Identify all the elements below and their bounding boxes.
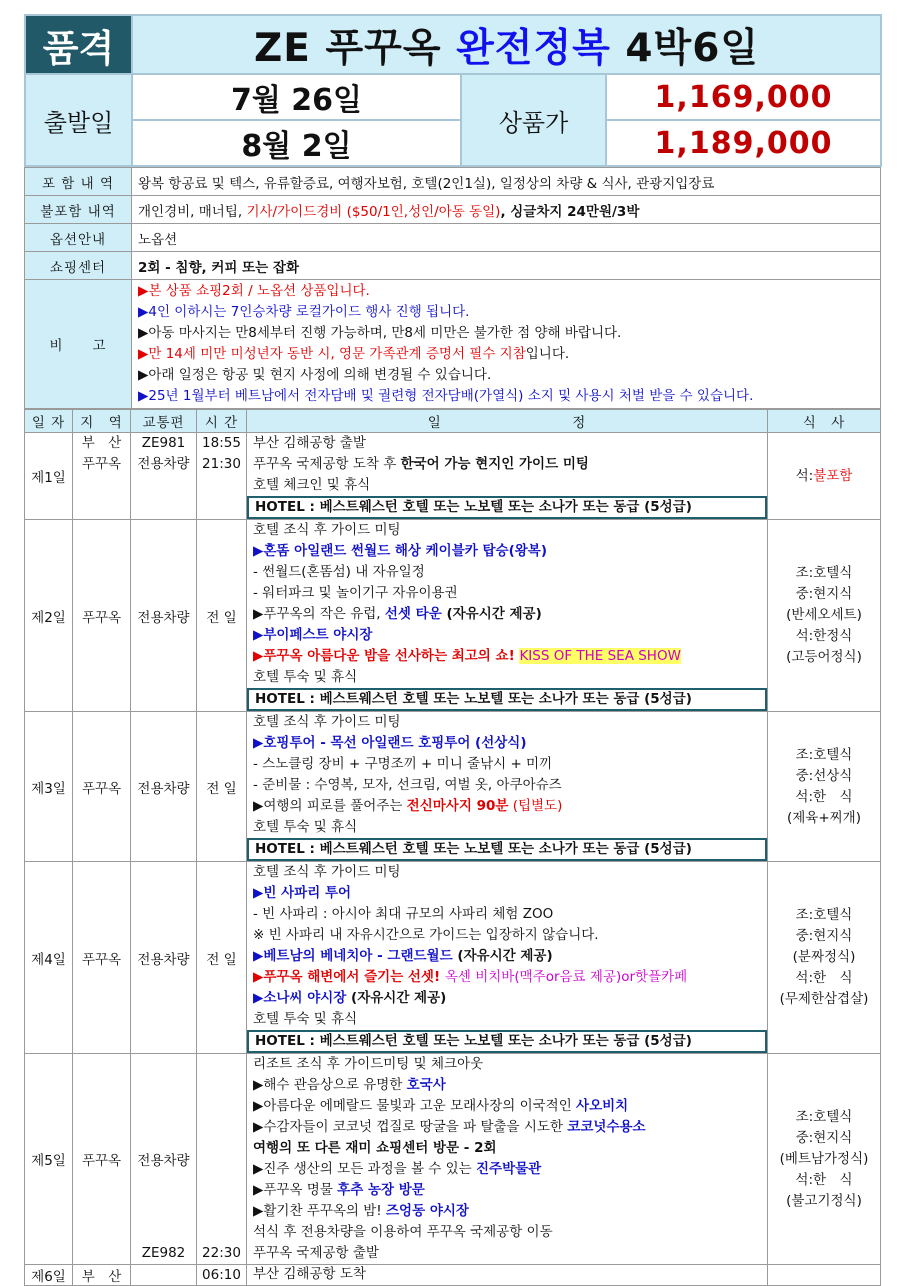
schedule-part: 즈엉동 야시장 bbox=[386, 1203, 469, 1219]
guide-meeting: 한국어 가능 현지인 가이드 미팅 bbox=[400, 456, 589, 472]
schedule-line: 호텔 조식 후 가이드 미팅 bbox=[253, 522, 401, 538]
note-label: 비 고 bbox=[25, 280, 132, 409]
day-label: 제6일 bbox=[25, 1265, 73, 1286]
area-cell: 푸꾸옥 bbox=[73, 862, 131, 1054]
transport-text: 전용차량 bbox=[137, 1153, 190, 1169]
title-highlight: 완전정복 bbox=[456, 25, 611, 71]
day-label: 제1일 bbox=[25, 433, 73, 520]
schedule-part: 진주박물관 bbox=[476, 1161, 542, 1177]
area-cell: 푸꾸옥 bbox=[73, 520, 131, 712]
schedule-part: ▶아름다운 에메랄드 물빛과 고운 모래사장의 이국적인 bbox=[253, 1098, 577, 1114]
schedule-line bbox=[247, 646, 767, 667]
schedule-part: (팁별도) bbox=[508, 798, 563, 814]
meal-text: 조:호텔식 bbox=[795, 565, 853, 581]
transport-cell bbox=[131, 1265, 197, 1286]
meal-part: 석: bbox=[795, 467, 814, 484]
meal-cell bbox=[768, 1265, 881, 1286]
shopping-label: 쇼핑센터 bbox=[25, 252, 132, 280]
itinerary-table bbox=[24, 409, 881, 1286]
include-text: 왕복 항공료 및 텍스, 유류할증료, 여행자보험, 호텔(2인1실), 일정상의 차량 & 식사, 관광지입장료 bbox=[132, 168, 881, 196]
transport-text: 전용차량 bbox=[137, 456, 190, 472]
option-text: 노옵션 bbox=[132, 224, 881, 252]
time-cell bbox=[197, 1054, 247, 1265]
meal-text: (반세오세트) bbox=[786, 607, 862, 623]
schedule-line: 푸꾸옥 국제공항 출발 bbox=[253, 1245, 379, 1261]
day-label: 제3일 bbox=[25, 712, 73, 862]
meal-text: (무제한삼겹살) bbox=[779, 991, 869, 1007]
schedule-cell bbox=[247, 520, 768, 712]
meal-cell bbox=[768, 433, 881, 520]
schedule-line bbox=[247, 604, 767, 625]
time-cell bbox=[197, 433, 247, 520]
schedule-line: 호텔 조식 후 가이드 미팅 bbox=[253, 714, 401, 730]
title-prefix: ZE 푸꾸옥 bbox=[254, 25, 457, 71]
day-row-5 bbox=[25, 1054, 881, 1265]
transport-cell bbox=[131, 433, 197, 520]
meal-text: 석:한 식 bbox=[795, 1171, 853, 1188]
schedule-line bbox=[247, 1117, 767, 1138]
guide-fee: 기사/가이드경비 ($50/1인,성인/아동 동일) bbox=[246, 203, 501, 220]
meal-text: 중:선상식 bbox=[795, 767, 853, 784]
schedule-line: ▶호핑투어 - 목선 아일랜드 호핑투어 (선상식) bbox=[253, 735, 527, 751]
schedule-part: ▶수감자들이 코코넛 껍질로 땅굴을 파 탈출을 시도한 bbox=[253, 1119, 568, 1135]
transport-cell: 전용차량 bbox=[131, 862, 197, 1054]
schedule-line bbox=[247, 1075, 767, 1096]
note-part: 입니다. bbox=[525, 346, 570, 362]
schedule-part: ▶푸꾸옥 해변에서 즐기는 선셋! bbox=[253, 969, 445, 985]
transport-cell bbox=[131, 1054, 197, 1265]
meal-cell bbox=[768, 862, 881, 1054]
schedule-line: 여행의 또 다른 재미 쇼핑센터 방문 - 2회 bbox=[253, 1140, 497, 1156]
time-cell: 전 일 bbox=[197, 712, 247, 862]
day-row-4 bbox=[25, 862, 881, 1054]
meal-text: 조:호텔식 bbox=[795, 746, 853, 763]
schedule-part: ▶해수 관음상으로 유명한 bbox=[253, 1077, 407, 1093]
schedule-part: ▶소나씨 야시장 bbox=[253, 990, 347, 1006]
schedule-line: - 썬월드(혼똠섬) 내 자유일정 bbox=[253, 564, 425, 580]
exclude-part: 개인경비, 매너팁, bbox=[138, 203, 247, 220]
col-transport: 교통편 bbox=[131, 410, 197, 433]
col-day: 일 자 bbox=[25, 410, 73, 433]
schedule-line bbox=[247, 946, 767, 967]
time-text: 22:30 bbox=[202, 1245, 241, 1261]
schedule-line: 호텔 조식 후 가이드 미팅 bbox=[253, 864, 401, 880]
option-label: 옵션안내 bbox=[25, 224, 132, 252]
meal-cell bbox=[768, 712, 881, 862]
schedule-part: 전신마사지 90분 bbox=[406, 798, 509, 814]
meal-text: 석:한 식 bbox=[795, 788, 853, 805]
schedule-part: 옥센 비치바(맥주or음료 제공)or핫플카페 bbox=[444, 969, 688, 985]
exclude-label: 불포함 내역 bbox=[25, 196, 132, 224]
hotel-box: HOTEL : 베스트웨스턴 호텔 또는 노보텔 또는 소나가 또는 동급 (5성급) bbox=[247, 688, 767, 711]
schedule-line: 석식 후 전용차량을 이용하여 푸꾸옥 국제공항 이동 bbox=[253, 1224, 553, 1240]
schedule-part: ▶푸꾸옥의 작은 유럽, bbox=[253, 606, 385, 622]
time-text: 18:55 bbox=[202, 435, 241, 451]
schedule-part: (자유시간 제공) bbox=[452, 948, 553, 964]
meal-text: (베트남가정식) bbox=[779, 1150, 869, 1167]
schedule-cell bbox=[247, 1265, 768, 1286]
hotel-box: HOTEL : 베스트웨스턴 호텔 또는 노보텔 또는 소나가 또는 동급 (5성급) bbox=[247, 496, 767, 519]
area-cell: 푸꾸옥 bbox=[73, 1054, 131, 1265]
meal-text: (분짜정식) bbox=[792, 949, 856, 965]
schedule-line bbox=[247, 796, 767, 817]
price-1: 1,169,000 bbox=[606, 74, 881, 120]
schedule-part: ▶푸꾸옥 명물 bbox=[253, 1182, 338, 1198]
exclude-text bbox=[132, 196, 881, 224]
time-cell: 전 일 bbox=[197, 520, 247, 712]
brand-badge: 품격 bbox=[25, 15, 132, 74]
day-row-6 bbox=[25, 1265, 881, 1286]
schedule-part: (자유시간 제공) bbox=[346, 990, 447, 1006]
schedule-line: ▶혼똠 아일랜드 썬월드 해상 케이블카 탑승(왕복) bbox=[253, 543, 548, 559]
schedule-part: ▶활기찬 푸꾸옥의 밤! bbox=[253, 1203, 386, 1219]
notes bbox=[132, 280, 881, 409]
schedule-line bbox=[247, 1159, 767, 1180]
note-line: ▶아동 마사지는 만8세부터 진행 가능하며, 만8세 미만은 불가한 점 양해 바랍니다. bbox=[138, 325, 622, 341]
schedule-line: 리조트 조식 후 가이드미팅 및 체크아웃 bbox=[253, 1056, 484, 1072]
schedule-line: - 준비물 : 수영복, 모자, 선크림, 여벌 옷, 아쿠아슈즈 bbox=[253, 777, 562, 793]
kiss-show: KISS OF THE SEA SHOW bbox=[519, 648, 681, 664]
schedule-part: ▶여행의 피로를 풀어주는 bbox=[253, 798, 407, 814]
col-meal: 식 사 bbox=[768, 410, 881, 433]
note-line: ▶아래 일정은 항공 및 현지 사정에 의해 변경될 수 있습니다. bbox=[138, 367, 492, 383]
day-label: 제5일 bbox=[25, 1054, 73, 1265]
schedule-line: ▶빈 사파리 투어 bbox=[253, 885, 352, 901]
area-cell bbox=[73, 433, 131, 520]
schedule-line: 호텔 투숙 및 휴식 bbox=[253, 1011, 358, 1027]
meal-text: 중:현지식 bbox=[795, 928, 853, 944]
departure-date-2: 8월 2일 bbox=[132, 120, 461, 166]
schedule-line bbox=[247, 967, 767, 988]
price-2: 1,189,000 bbox=[606, 120, 881, 166]
itinerary-sheet bbox=[24, 14, 880, 1286]
col-time: 시 간 bbox=[197, 410, 247, 433]
time-text: 21:30 bbox=[202, 456, 241, 472]
schedule-part: ▶푸꾸옥 아름다운 밤을 선사하는 최고의 쇼! bbox=[253, 648, 520, 664]
meal-text: (제육+찌개) bbox=[786, 809, 861, 826]
schedule-part: 후추 농장 방문 bbox=[337, 1182, 425, 1198]
shopping-text: 2회 - 침향, 커피 또는 잡화 bbox=[132, 252, 881, 280]
note-line bbox=[132, 344, 880, 365]
area-text: 부 산 bbox=[81, 435, 122, 451]
schedule-part: ▶베트남의 베네치아 - 그랜드월드 bbox=[253, 948, 453, 964]
schedule-cell bbox=[247, 433, 768, 520]
schedule-line: 호텔 체크인 및 휴식 bbox=[253, 477, 371, 493]
schedule-line: 호텔 투숙 및 휴식 bbox=[253, 819, 358, 835]
info-table bbox=[24, 167, 881, 409]
schedule-part: 사오비치 bbox=[576, 1098, 629, 1114]
note-line: ▶본 상품 쇼핑2회 / 노옵션 상품입니다. bbox=[138, 283, 370, 299]
time-cell: 전 일 bbox=[197, 862, 247, 1054]
schedule-cell bbox=[247, 862, 768, 1054]
transport-cell: 전용차량 bbox=[131, 712, 197, 862]
schedule-line bbox=[247, 1180, 767, 1201]
meal-text: 조:호텔식 bbox=[795, 1108, 853, 1125]
note-line: ▶4인 이하시는 7인승차량 로컬가이드 행사 진행 됩니다. bbox=[138, 304, 470, 320]
note-part: ▶만 14세 미만 미성년자 동반 시, 영문 가족관계 증명서 필수 지참 bbox=[138, 346, 526, 362]
area-cell: 푸꾸옥 bbox=[73, 712, 131, 862]
schedule-part: 푸꾸옥 국제공항 도착 후 bbox=[253, 456, 401, 472]
hotel-box: HOTEL : 베스트웨스턴 호텔 또는 노보텔 또는 소나가 또는 동급 (5성급) bbox=[247, 838, 767, 861]
price-label: 상품가 bbox=[461, 74, 606, 166]
meal-cell bbox=[768, 1054, 881, 1265]
schedule-part: 코코넛수용소 bbox=[567, 1119, 646, 1135]
meal-part: 불포함 bbox=[813, 467, 853, 484]
schedule-line bbox=[247, 454, 767, 475]
schedule-line: 호텔 투숙 및 휴식 bbox=[253, 669, 358, 685]
day-row-1 bbox=[25, 433, 881, 520]
schedule-part: ▶진주 생산의 모든 과정을 볼 수 있는 bbox=[253, 1161, 476, 1177]
meal-text: 석:한정식 bbox=[795, 628, 853, 644]
schedule-part: 호국사 bbox=[406, 1077, 446, 1093]
schedule-cell bbox=[247, 712, 768, 862]
header-table bbox=[24, 14, 882, 167]
meal-text: 중:현지식 bbox=[795, 586, 853, 602]
time-cell: 06:10 bbox=[197, 1265, 247, 1286]
schedule-line bbox=[247, 1096, 767, 1117]
schedule-line: - 빈 사파리 : 아시아 최대 규모의 사파리 체험 ZOO bbox=[253, 906, 554, 922]
schedule-line: ▶부이페스트 야시장 bbox=[253, 627, 373, 643]
meal-text: (불고기정식) bbox=[786, 1192, 862, 1209]
departure-label: 출발일 bbox=[25, 74, 132, 166]
transport-text: ZE981 bbox=[141, 435, 186, 451]
schedule-line bbox=[247, 988, 767, 1009]
schedule-line bbox=[247, 1201, 767, 1222]
departure-date-1: 7월 26일 bbox=[132, 74, 461, 120]
col-schedule: 일 정 bbox=[247, 410, 768, 433]
transport-cell: 전용차량 bbox=[131, 520, 197, 712]
schedule-part: 선셋 타운 bbox=[384, 606, 442, 622]
schedule-line: ※ 빈 사파리 내 자유시간으로 가이드는 입장하지 않습니다. bbox=[253, 927, 599, 943]
schedule-line: - 스노클링 장비 + 구명조끼 + 미니 줄낚시 + 미끼 bbox=[253, 756, 553, 772]
schedule-line: 부산 김해공항 출발 bbox=[253, 435, 366, 451]
meal-text: (고등어정식) bbox=[786, 649, 862, 665]
title-suffix: 4박6일 bbox=[610, 25, 760, 71]
area-text: 푸꾸옥 bbox=[81, 456, 122, 472]
transport-flight: ZE982 bbox=[141, 1245, 186, 1261]
day-label: 제4일 bbox=[25, 862, 73, 1054]
schedule-part: (자유시간 제공) bbox=[441, 606, 542, 622]
day-row-2 bbox=[25, 520, 881, 712]
meal-text: 중:현지식 bbox=[795, 1129, 853, 1146]
hotel-box: HOTEL : 베스트웨스턴 호텔 또는 노보텔 또는 소나가 또는 동급 (5성급) bbox=[247, 1030, 767, 1053]
day-row-3 bbox=[25, 712, 881, 862]
col-area: 지 역 bbox=[73, 410, 131, 433]
meal-text: 석:한 식 bbox=[795, 970, 853, 986]
note-line: ▶25년 1월부터 베트남에서 전자담배 및 궐련형 전자담배(가열식) 소지 및 사용시 처벌 받을 수 있습니다. bbox=[138, 388, 754, 404]
meal-cell bbox=[768, 520, 881, 712]
schedule-cell bbox=[247, 1054, 768, 1265]
area-cell: 부 산 bbox=[73, 1265, 131, 1286]
meal-text: 조:호텔식 bbox=[795, 907, 853, 923]
schedule-line: 부산 김해공항 도착 bbox=[253, 1266, 366, 1282]
day-label: 제2일 bbox=[25, 520, 73, 712]
schedule-line: - 워터파크 및 놀이기구 자유이용권 bbox=[253, 585, 458, 601]
include-label: 포 함 내 역 bbox=[25, 168, 132, 196]
single-charge: , 싱글차지 24만원/3박 bbox=[500, 203, 640, 220]
product-title bbox=[132, 15, 881, 74]
